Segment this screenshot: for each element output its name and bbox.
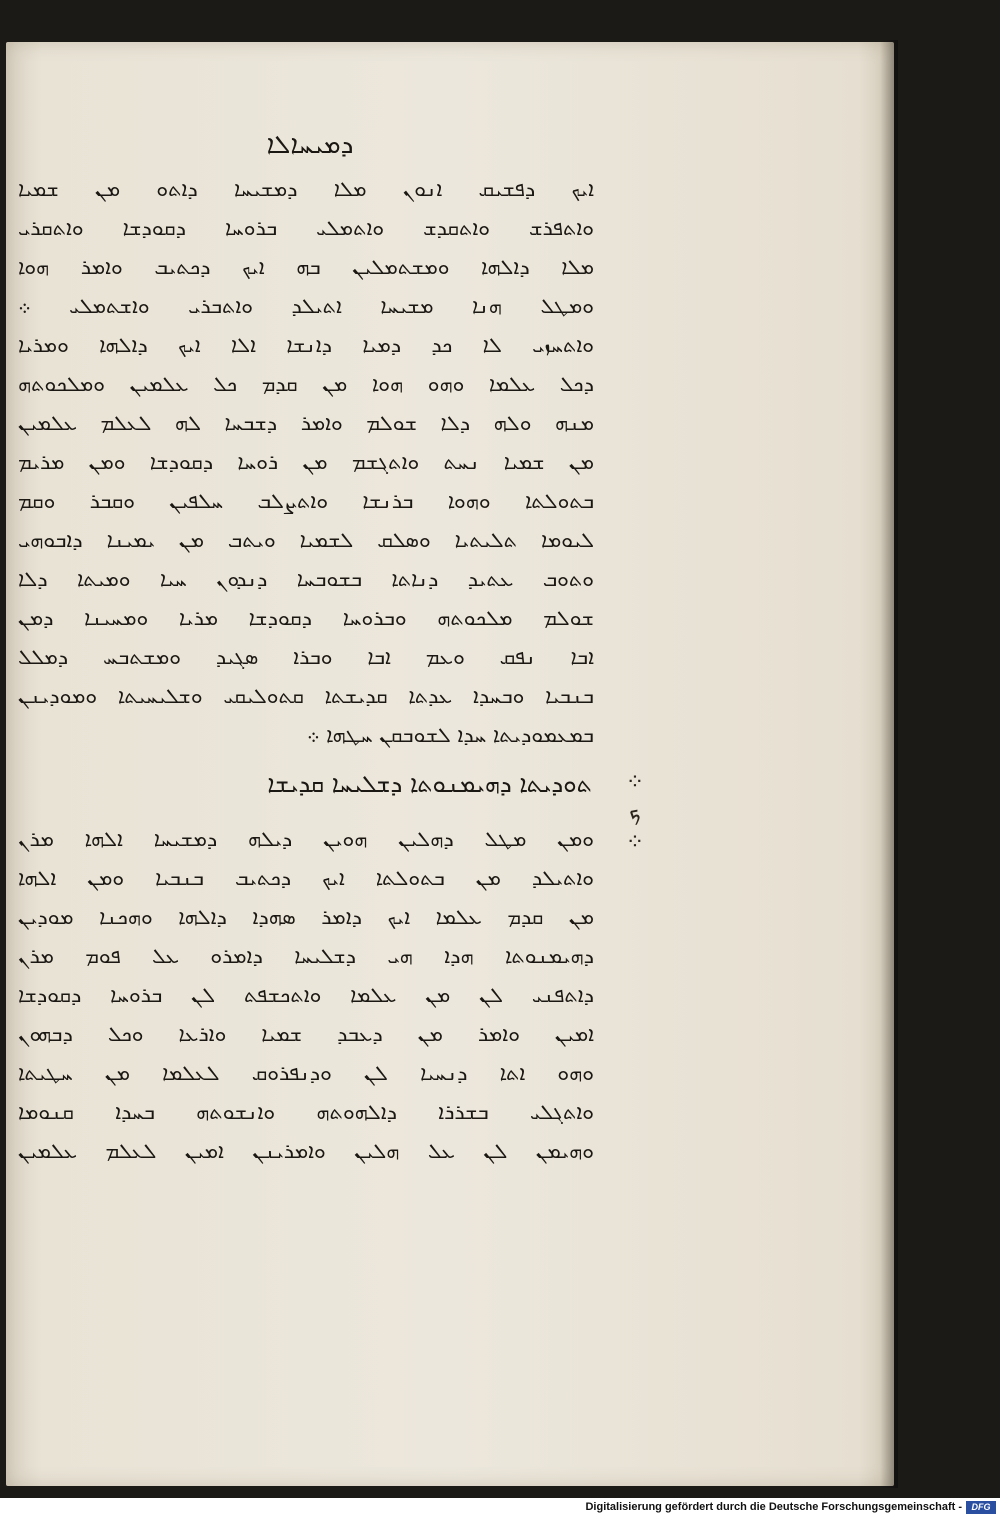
text-line: ܡܢ ܫܡܝܐ ܢܚܬ ܘܐܬܓܫܡ ܡܢ ܪܘܚܐ ܕܩܘܕܫܐ ܘܡܢ ܡܪܝܡ	[18, 450, 594, 474]
text-line: ܐܒܐ ܢܦܩ ܘܥܡ ܐܒܐ ܘܒܪܐ ܣܓܝܕ ܘܡܫܬܒܚ ܕܡܠܠ	[18, 645, 594, 669]
text-line: ܕܐܬܦܢܝ ܠܢ ܡܢ ܥܠܡܐ ܘܐܬܟܫܦܬ ܠܢ ܒܪܘܚܐ ܕܩܘܕܫܐ	[18, 983, 594, 1007]
dfg-logo: DFG	[966, 1501, 996, 1514]
text-line: ܫܘܠܡ ܡܠܟܘܬܗ ܘܒܪܘܚܐ ܕܩܘܕܫܐ ܡܪܝܐ ܘܡܚܝܢܐ ܕܡܢ	[18, 606, 594, 630]
text-line: ܡܢܗ ܘܠܗ ܕܠܐ ܫܘܠܡ ܘܐܡܪ ܕܫܒܚܐ ܠܗ ܠܥܠܡ ܥܠܡܝܢ	[18, 411, 594, 435]
text-line: ܘܐܬܦܪܫ ܘܐܬܩܕܫ ܘܐܬܡܠܝ ܒܪܘܚܐ ܕܩܘܕܫܐ ܘܐܬܩܪܝ	[18, 216, 594, 240]
text-line: ܘܐܬܝܠܕ ܡܢ ܒܬܘܠܬܐ ܐܝܟ ܕܟܬܝܒ ܒܢܒܝܐ ܘܡܢ ܐܠܗܐ	[18, 866, 594, 890]
text-line: ܡܢ ܩܕܡ ܥܠܡܐ ܐܝܟ ܕܐܡܪ ܣܗܕܐ ܕܐܠܗܐ ܘܗܟܢܐ ܡܘܕܝܢ	[18, 905, 594, 929]
text-line: ܒܬܘܠܬܐ ܘܗܘܐ ܒܪܢܫܐ ܘܐܬܨܠܒ ܚܠܦܝܢ ܘܩܒܪ ܘܩܡ	[18, 489, 594, 513]
text-line: ܘܬܘܒ ܥܬܝܕ ܕܢܐܬܐ ܒܫܘܒܚܐ ܕܢܕܘܢ ܚܝܐ ܘܡܝܬܐ ܕܠܐ	[18, 567, 594, 591]
text-line: ܘܐܬܚܙܝ ܠܐ ܟܕ ܕܡܝܐ ܕܐܢܫܐ ܐܠܐ ܐܝܟ ܕܐܠܗܐ ܘܡܪܝܐ	[18, 333, 594, 357]
text-line: ܠܝܘܡܐ ܬܠܝܬܝܐ ܘܣܠܩ ܠܫܡܝܐ ܘܝܬܒ ܡܢ ܝܡܝܢܐ ܕܐܒܘܗܝ	[18, 528, 594, 552]
text-line: ܘܗܝܡܢ ܠܢ ܥܠ ܗܠܝܢ ܘܐܡܪܝܢܢ ܐܡܝܢ ܠܥܠܡ ܥܠܡܝܢ	[18, 1139, 594, 1163]
digitization-footer	[0, 1498, 1000, 1517]
subheading: ܬܘܕܝܬܐ ܕܗܝܡܢܘܬܐ ܕܫܠܝܚܐ ܩܕܝܫܐ	[267, 770, 592, 798]
text-block-2	[18, 820, 594, 1171]
text-line: ܘܡܢ ܡܛܠ ܕܗܠܝܢ ܗܘܝܢ ܕܝܠܗ ܕܡܫܝܚܐ ܐܠܗܐ ܡܪܢ	[18, 827, 594, 851]
text-line: ܘܐܬܓܠܝ ܒܫܪܪܐ ܕܐܠܗܘܬܗ ܘܐܢܫܘܬܗ ܒܚܕܐ ܩܢܘܡܐ	[18, 1100, 594, 1124]
footer-credit: Digitalisierung gefördert durch die Deutsche Forschungsgemeinschaft -	[585, 1501, 962, 1513]
section-heading: ܕܡܝܚܐܠܐ	[266, 130, 354, 160]
text-line: ܐܝܟ ܕܦܫܝܩ ܐܢܘܢ ܡܠܐ ܕܡܫܝܚܐ ܕܐܬܘ ܡܢ ܫܡܝܐ	[18, 177, 594, 201]
text-line: ܒܢܒܝܐ ܘܒܚܕܐ ܥܕܬܐ ܩܕܝܫܬܐ ܩܬܘܠܝܩܝ ܘܫܠܝܚܝܬܐ ܘܡܘܕܝܢܢ	[18, 684, 594, 708]
text-line: ܐܡܝܢ ܘܐܡܪ ܡܢ ܕܥܒܕ ܫܡܝܐ ܘܐܪܥܐ ܘܟܠ ܕܒܗܘܢ	[18, 1022, 594, 1046]
margin-ornament: ⁘ ܟ ⁘	[625, 770, 645, 855]
text-line: ܡܠܐ ܕܐܠܗܐ ܘܡܫܬܡܠܝܢ ܒܗ ܐܝܟ ܕܟܬܝܒ ܘܐܡܪ ܗܘܐ	[18, 255, 594, 279]
text-line: ܘܡܛܠ ܗܢܐ ܡܫܝܚܐ ܐܬܝܠܕ ܘܐܬܒܪܝ ܘܐܫܬܡܠܝ ܀	[18, 294, 594, 318]
text-block-1	[18, 170, 594, 755]
text-line: ܕܗܝܡܢܘܬܐ ܗܕܐ ܗܝ ܕܫܠܝܚܐ ܕܐܡܪܘ ܥܠ ܦܘܡ ܡܪܢ	[18, 944, 594, 968]
text-line: ܕܟܠ ܥܠܡܐ ܘܗܘ ܗܘܐ ܡܢ ܩܕܡ ܟܠ ܥܠܡܝܢ ܘܡܠܟܘܬܗ	[18, 372, 594, 396]
text-line: ܒܡܥܡܘܕܝܬܐ ܚܕܐ ܠܫܘܒܩܢ ܚܛܗܐ ܀	[306, 723, 594, 747]
page-edge-shadow	[880, 40, 898, 1488]
text-line: ܘܗܘ ܐܬܐ ܕܢܚܝܐ ܠܢ ܘܕܢܦܪܘܩ ܠܥܠܡܐ ܡܢ ܚܛܝܬܐ	[18, 1061, 594, 1085]
